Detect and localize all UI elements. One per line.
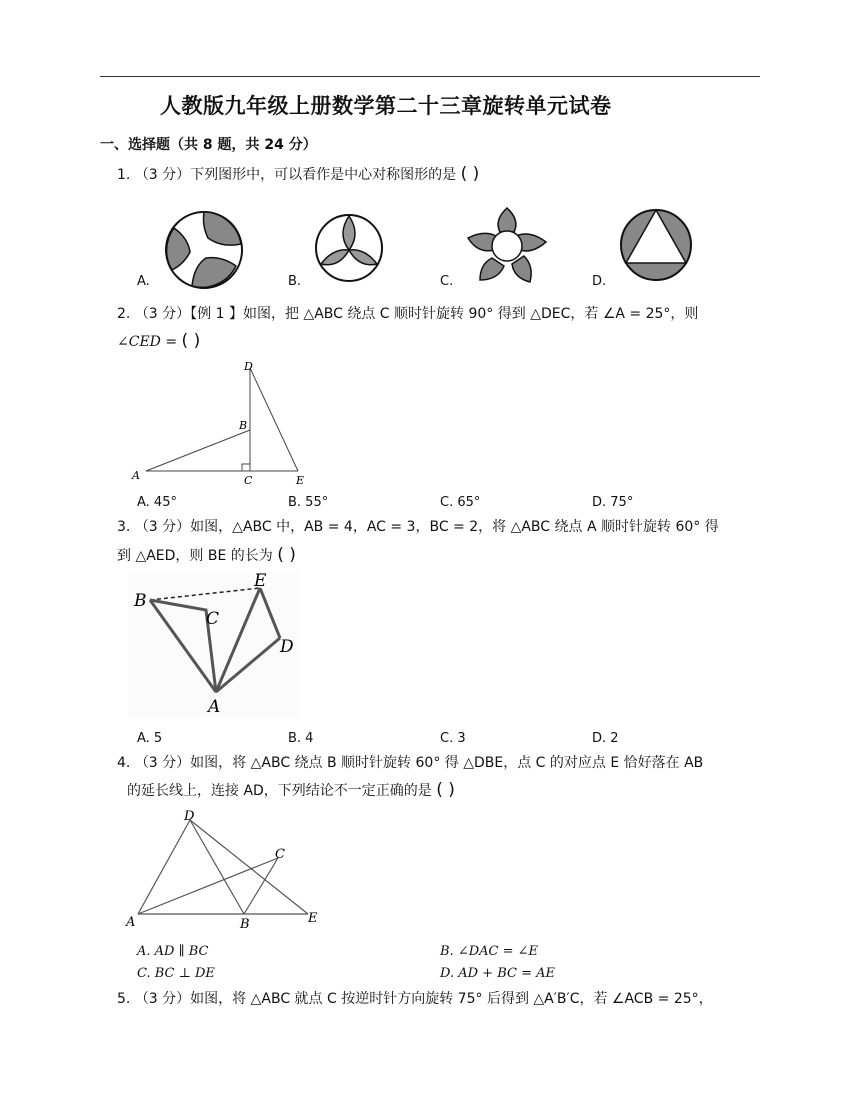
option-c[interactable]: C. 65° xyxy=(440,495,481,510)
question-text: ∠CED = xyxy=(117,334,178,350)
question-2 xyxy=(117,303,698,325)
option-a[interactable]: A. 5 xyxy=(137,731,163,746)
question-text: 【例 1 】如图，把 △ABC 绕点 C 顺时针旋转 90° 得到 △DEC，若 ∠A = 25°，则 xyxy=(190,306,699,322)
answer-paren: ( ) xyxy=(460,164,480,184)
question-3-continued xyxy=(117,544,296,567)
question-text: 下列图形中，可以看作是中心对称图形的是 xyxy=(190,167,457,183)
figure-q3 xyxy=(128,572,300,718)
question-points: （3 分） xyxy=(134,167,191,183)
option-c[interactable]: C. BC ⊥ DE xyxy=(137,966,215,981)
question-number: 2. xyxy=(117,306,131,322)
flower-icon xyxy=(466,206,548,286)
triangle-in-circle-icon xyxy=(618,207,694,283)
point-label-c: C xyxy=(206,609,220,629)
question-1 xyxy=(117,163,479,186)
question-number: 1. xyxy=(117,167,131,183)
point-label-e: E xyxy=(296,474,305,487)
option-a[interactable]: A. 45° xyxy=(137,495,177,510)
option-c[interactable]: C. xyxy=(440,274,454,289)
question-number: 4. xyxy=(117,755,131,771)
option-a[interactable]: A. xyxy=(137,274,150,289)
question-4-continued xyxy=(127,779,455,802)
header-rule xyxy=(100,76,760,77)
point-label-a: A xyxy=(126,915,136,930)
figure-q4 xyxy=(124,806,324,930)
point-label-a: A xyxy=(132,469,140,482)
question-points: （3 分） xyxy=(134,306,191,322)
point-label-d: D xyxy=(244,360,253,373)
page-title: 人教版九年级上册数学第二十三章旋转单元试卷 xyxy=(160,94,612,118)
option-b[interactable]: B. xyxy=(288,274,302,289)
question-text: 如图，将 △ABC 就点 C 按逆时针方向旋转 75° 后得到 △A′B′C，若 ∠ACB = 25°， xyxy=(190,991,713,1007)
yin-yang-three-swirl-icon xyxy=(162,208,246,292)
figure-q2 xyxy=(128,358,318,488)
point-label-a: A xyxy=(208,697,221,717)
question-text: 如图，将 △ABC 绕点 B 顺时针旋转 60° 得 △DBE，点 C 的对应点 E 恰好落在 AB xyxy=(190,755,704,771)
point-label-c: C xyxy=(244,474,253,487)
section-heading: 一、选择题（共 8 题，共 24 分） xyxy=(100,137,317,153)
point-label-d: D xyxy=(184,809,195,824)
answer-paren: ( ) xyxy=(277,545,296,565)
point-label-b: B xyxy=(134,591,147,611)
option-c[interactable]: C. 3 xyxy=(440,731,466,746)
question-points: （3 分） xyxy=(134,991,191,1007)
point-label-e: E xyxy=(254,572,267,591)
option-d[interactable]: D. AD + BC = AE xyxy=(440,966,555,981)
point-label-b: B xyxy=(240,917,250,930)
question-5 xyxy=(117,988,713,1010)
question-4 xyxy=(117,752,703,774)
option-d[interactable]: D. xyxy=(592,274,607,289)
question-text: 的延长线上，连接 AD，下列结论不一定正确的是 xyxy=(127,783,432,799)
question-number: 5. xyxy=(117,991,131,1007)
question-points: （3 分） xyxy=(134,519,191,535)
answer-paren: ( ) xyxy=(181,331,201,351)
point-label-c: C xyxy=(275,847,285,862)
option-a[interactable]: A. AD ∥ BC xyxy=(137,944,209,959)
point-label-e: E xyxy=(308,911,318,926)
option-d[interactable]: D. 75° xyxy=(592,495,634,510)
option-b[interactable]: B. 4 xyxy=(288,731,314,746)
question-number: 3. xyxy=(117,519,131,535)
question-points: （3 分） xyxy=(134,755,191,771)
three-petal-circle-icon xyxy=(313,212,385,284)
question-3 xyxy=(117,516,719,538)
answer-paren: ( ) xyxy=(436,780,455,800)
option-b[interactable]: B. 55° xyxy=(288,495,329,510)
point-label-d: D xyxy=(280,637,294,657)
question-text: 如图，△ABC 中，AB = 4，AC = 3，BC = 2，将 △ABC 绕点 A 顺时针旋转 60° 得 xyxy=(190,519,719,535)
option-b[interactable]: B. ∠DAC = ∠E xyxy=(440,944,539,959)
question-text: 到 △AED，则 BE 的长为 xyxy=(117,548,273,564)
question-2-continued xyxy=(117,330,200,353)
option-d[interactable]: D. 2 xyxy=(592,731,619,746)
point-label-b: B xyxy=(239,419,248,432)
